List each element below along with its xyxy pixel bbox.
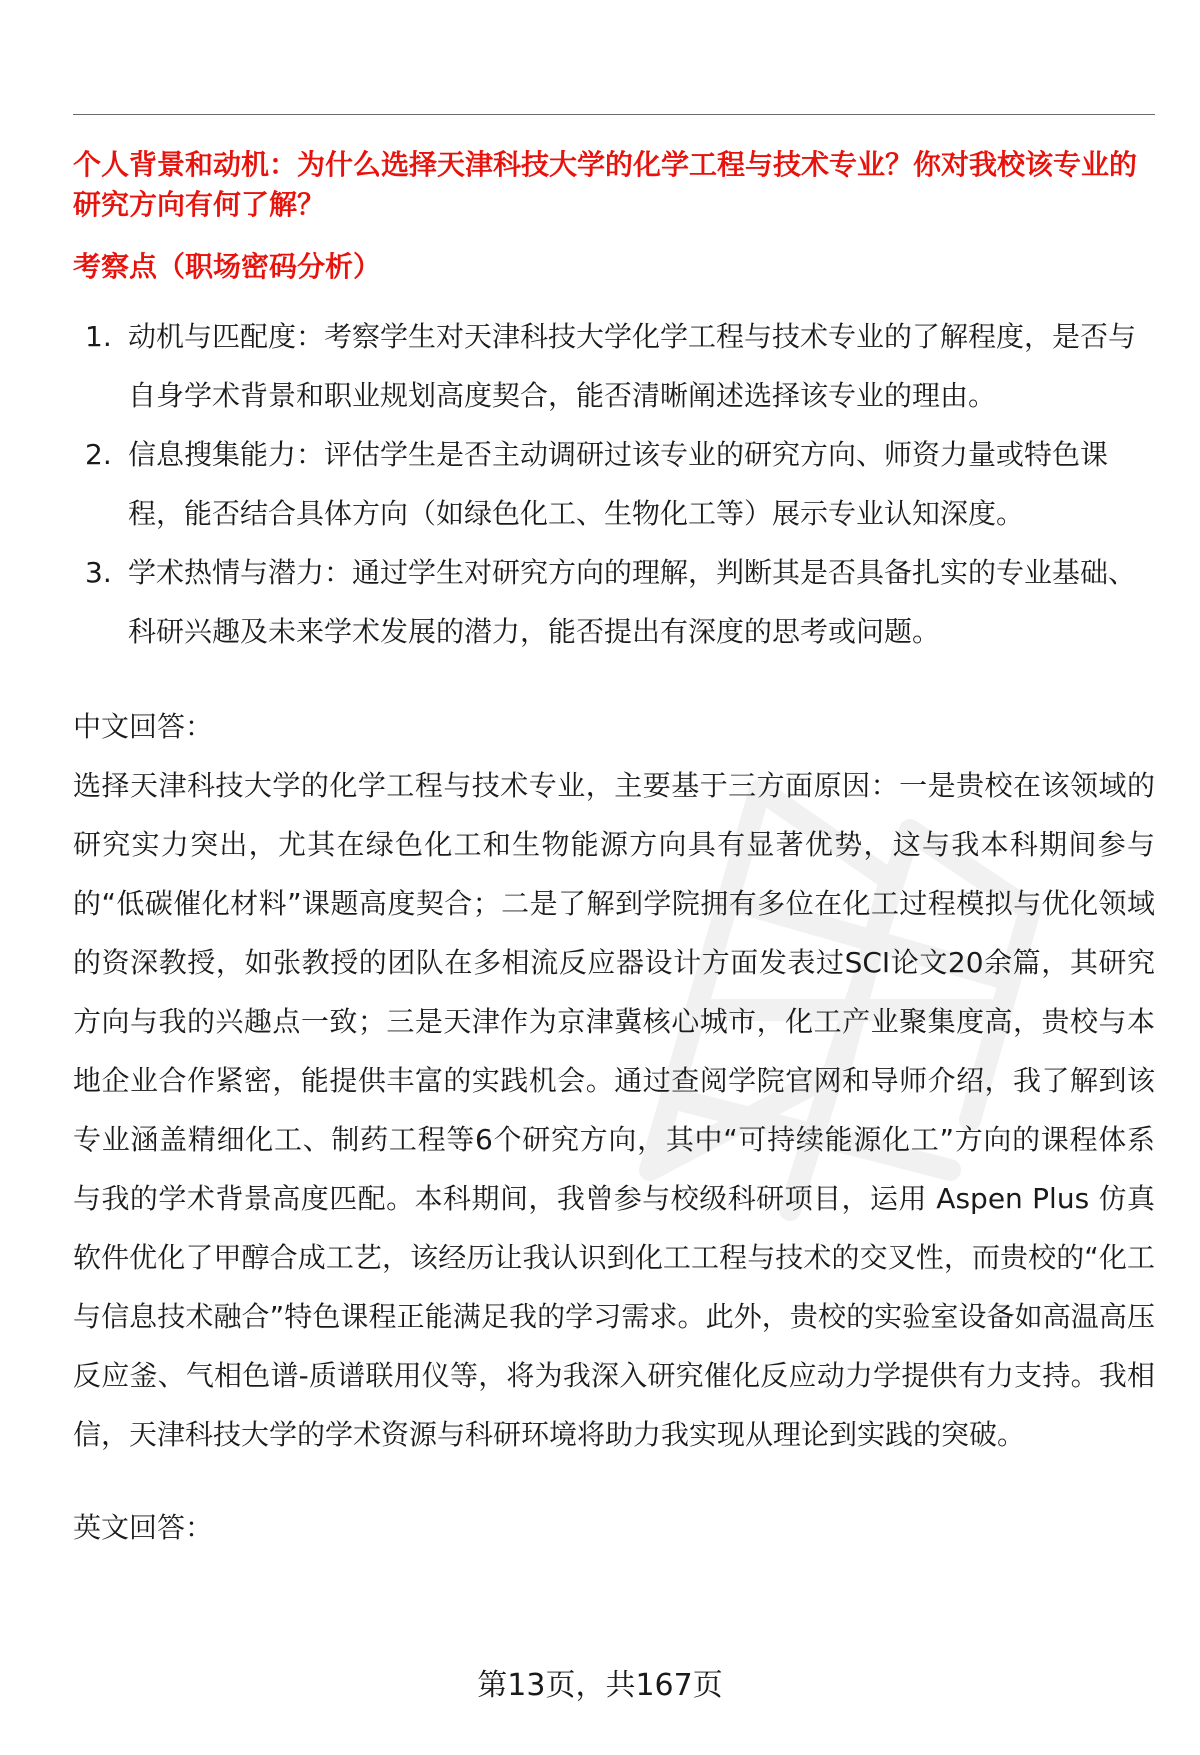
list-item-number: 3. xyxy=(85,556,112,589)
list-item-text: 学术热情与潜力：通过学生对研究方向的理解，判断其是否具备扎实的专业基础、科研兴趣及未来学术发展的潜力，能否提出有深度的思考或问题。 xyxy=(128,556,1137,648)
list-item xyxy=(73,307,1155,425)
assessment-points-heading: 考察点（职场密码分析） xyxy=(73,250,382,283)
page-number-footer: 第13页，共167页 xyxy=(477,1668,723,1703)
list-item xyxy=(73,543,1155,661)
list-item xyxy=(73,425,1155,543)
chinese-answer-text: 选择天津科技大学的化学工程与技术专业，主要基于三方面原因：一是贵校在该领域的研究实力突出，尤其在绿色化工和生物能源方向具有显著优势，这与我本科期间参与的“低碳催化材料”课题高度契合；二是了解到学院拥有多位在化工过程模拟与优化领域的资深教授，如张教授的团队在多相流反应器设计方面发表过SCI论文20余篇，其研究方向与我的兴趣点一致；三是天津作为京津冀核心城市，化工产业聚集度高，贵校与本地企业合作紧密，能提供丰富的实践机会。通过查阅学院官网和导师介绍，我了解到该专业涵盖精细化工、制药工程等6个研究方向，其中“可持续能源化工”方向的课程体系与我的学术背景高度匹配。本科期间，我曾参与校级科研项目，运用 Aspen Plus 仿真软件优化了甲醇合成工艺，该经历让我认识到化工工程与技术的交叉性，而贵校的“化工与信息技术融合”特色课程正能满足我的学习需求。此外，贵校的实验室设备如高温高压反应釜、气相色谱-质谱联用仪等，将为我深入研究催化反应动力学提供有力支持。我相信，天津科技大学的学术资源与科研环境将助力我实现从理论到实践的突破。 xyxy=(73,769,1155,1451)
list-item-text: 动机与匹配度：考察学生对天津科技大学化学工程与技术专业的了解程度，是否与自身学术背景和职业规划高度契合，能否清晰阐述选择该专业的理由。 xyxy=(128,320,1137,412)
chinese-answer-label: 中文回答： xyxy=(73,710,214,743)
list-item-number: 1. xyxy=(85,320,112,353)
list-item-text: 信息搜集能力：评估学生是否主动调研过该专业的研究方向、师资力量或特色课程，能否结合具体方向（如绿色化工、生物化工等）展示专业认知深度。 xyxy=(128,438,1109,530)
main-content xyxy=(73,145,1155,1557)
header-divider xyxy=(73,114,1155,115)
list-item-number: 2. xyxy=(85,438,112,471)
question-heading: 个人背景和动机：为什么选择天津科技大学的化学工程与技术专业？你对我校该专业的研究方向有何了解？ xyxy=(73,148,1138,221)
english-answer-label: 英文回答： xyxy=(73,1511,214,1544)
assessment-points-list xyxy=(73,307,1155,661)
